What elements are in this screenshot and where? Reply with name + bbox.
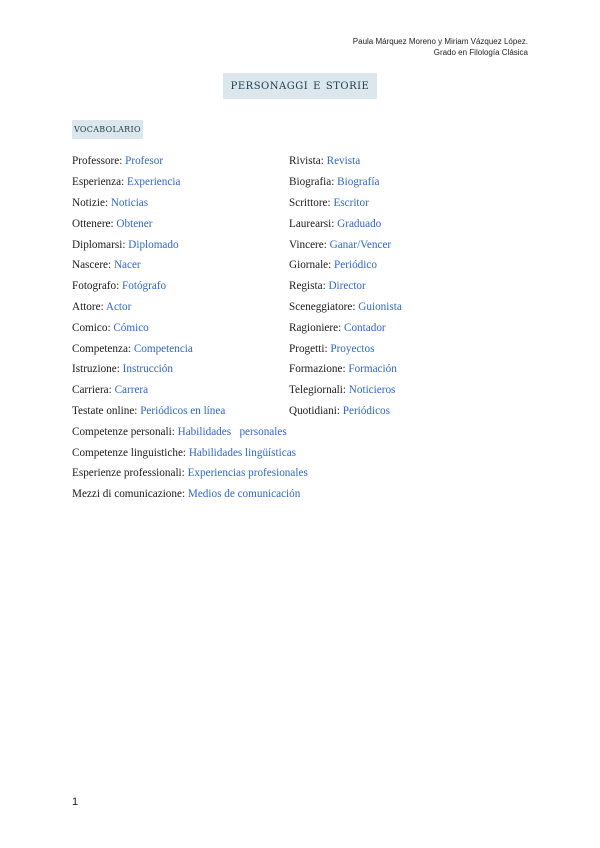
separator: : bbox=[352, 300, 359, 313]
italian-term: Sceneggiatore bbox=[289, 300, 353, 313]
italian-term: Rivista bbox=[289, 155, 321, 168]
separator: : bbox=[171, 425, 178, 438]
separator: : bbox=[108, 384, 115, 397]
separator: : bbox=[320, 155, 327, 168]
italian-term: Ottenere bbox=[72, 217, 111, 230]
vocab-row bbox=[72, 193, 532, 214]
separator: : bbox=[324, 342, 331, 355]
vocab-entry bbox=[289, 280, 506, 292]
vocab-entry bbox=[72, 322, 289, 334]
separator: : bbox=[119, 155, 126, 168]
vocab-entry bbox=[72, 280, 289, 292]
vocab-row bbox=[72, 276, 532, 297]
vocab-entry bbox=[289, 176, 506, 188]
vocab-row bbox=[72, 234, 532, 255]
italian-term: Professore bbox=[72, 155, 120, 168]
separator: : bbox=[331, 217, 338, 230]
vocab-entry bbox=[72, 155, 289, 167]
spanish-translation: Habilidades personales bbox=[177, 425, 287, 438]
spanish-translation: Formación bbox=[348, 363, 397, 376]
italian-term: Progetti bbox=[289, 342, 325, 355]
italian-term: Diplomarsi bbox=[72, 238, 123, 251]
header-degree: Grado en Filología Clásica bbox=[433, 48, 528, 57]
spanish-translation: Nacer bbox=[113, 259, 141, 272]
italian-term: Laurearsi bbox=[289, 217, 332, 230]
separator: : bbox=[322, 280, 329, 293]
separator: : bbox=[100, 300, 106, 313]
italian-term: Formazione bbox=[289, 363, 343, 376]
separator: : bbox=[116, 363, 123, 376]
separator: : bbox=[134, 404, 141, 417]
vocab-entry bbox=[289, 363, 506, 375]
vocab-row bbox=[72, 380, 532, 401]
italian-term: Regista bbox=[289, 280, 323, 293]
spanish-translation: Medios de comunicación bbox=[187, 488, 301, 501]
separator: : bbox=[182, 446, 189, 459]
italian-term: Istruzione bbox=[72, 363, 117, 376]
vocab-row bbox=[72, 401, 532, 422]
italian-term: Quotidiani bbox=[289, 404, 337, 417]
spanish-translation: Periódicos bbox=[342, 404, 390, 417]
vocab-entry bbox=[289, 218, 506, 230]
document-header bbox=[353, 36, 528, 58]
separator: : bbox=[328, 259, 335, 272]
vocab-entry bbox=[289, 322, 506, 334]
separator: : bbox=[327, 196, 334, 209]
italian-term: Nascere bbox=[72, 259, 109, 272]
separator: : bbox=[127, 342, 134, 355]
spanish-translation: Graduado bbox=[337, 217, 382, 230]
vocab-entry bbox=[289, 197, 506, 209]
vocab-entry bbox=[289, 384, 506, 396]
vocab-row bbox=[72, 338, 532, 359]
spanish-translation: Noticieros bbox=[348, 384, 396, 397]
vocab-entry bbox=[72, 467, 532, 479]
spanish-translation: Contador bbox=[344, 321, 386, 334]
spanish-translation: Actor bbox=[105, 300, 132, 313]
italian-term: Comico bbox=[72, 321, 108, 334]
separator: : bbox=[338, 321, 344, 334]
vocab-row bbox=[72, 151, 532, 172]
vocab-entry bbox=[289, 343, 506, 355]
italian-term: Vincere bbox=[289, 238, 324, 251]
italian-term: Attore bbox=[72, 300, 101, 313]
separator: : bbox=[342, 363, 349, 376]
italian-term: Biografia bbox=[289, 176, 332, 189]
separator: : bbox=[342, 384, 349, 397]
spanish-translation: Ganar/Vencer bbox=[329, 238, 392, 251]
spanish-translation: Habilidades lingüísticas bbox=[188, 446, 297, 459]
vocab-row bbox=[72, 317, 532, 338]
italian-term: Giornale bbox=[289, 259, 329, 272]
italian-term: Esperienze professionali bbox=[72, 467, 182, 480]
spanish-translation: Experiencia bbox=[126, 176, 181, 189]
spanish-translation: Escritor bbox=[333, 196, 369, 209]
italian-term: Notizie bbox=[72, 196, 105, 209]
vocab-row bbox=[72, 484, 532, 505]
section-heading: vocabolario bbox=[72, 120, 143, 139]
separator: : bbox=[323, 238, 330, 251]
vocab-entry bbox=[72, 426, 532, 438]
spanish-translation: Competencia bbox=[133, 342, 193, 355]
italian-term: Ragioniere bbox=[289, 321, 339, 334]
vocab-entry bbox=[72, 363, 289, 375]
italian-term: Mezzi di comunicazione bbox=[72, 488, 182, 501]
vocab-entry bbox=[72, 301, 289, 313]
spanish-translation: Instrucción bbox=[122, 363, 173, 376]
separator: : bbox=[181, 488, 188, 501]
header-authors: Paula Márquez Moreno y Miriam Vázquez López. bbox=[352, 37, 528, 46]
spanish-translation: Guionista bbox=[358, 300, 402, 313]
vocab-row bbox=[72, 442, 532, 463]
vocab-entry bbox=[72, 405, 289, 417]
vocab-row bbox=[72, 359, 532, 380]
italian-term: Competenza bbox=[72, 342, 128, 355]
spanish-translation: Proyectos bbox=[330, 342, 375, 355]
vocab-row bbox=[72, 213, 532, 234]
separator: : bbox=[331, 176, 338, 189]
italian-term: Competenze personali bbox=[72, 425, 172, 438]
spanish-translation: Fotógrafo bbox=[122, 280, 167, 293]
vocab-entry bbox=[72, 447, 532, 459]
separator: : bbox=[121, 176, 127, 189]
page-number: 1 bbox=[72, 796, 79, 808]
spanish-translation: Revista bbox=[326, 155, 361, 168]
separator: : bbox=[181, 467, 188, 480]
vocab-entry bbox=[72, 384, 289, 396]
spanish-translation: Periódicos en línea bbox=[140, 404, 226, 417]
vocab-entry bbox=[289, 301, 506, 313]
vocab-entry bbox=[289, 239, 506, 251]
vocab-entry bbox=[72, 239, 289, 251]
vocab-row bbox=[72, 421, 532, 442]
italian-term: Scrittore bbox=[289, 196, 328, 209]
separator: : bbox=[108, 259, 114, 272]
spanish-translation: Obtener bbox=[116, 217, 153, 230]
separator: : bbox=[110, 217, 117, 230]
italian-term: Competenze linguistiche bbox=[72, 446, 183, 459]
page-title: personaggi e storie bbox=[223, 73, 378, 99]
spanish-translation: Director bbox=[328, 280, 366, 293]
vocab-row bbox=[72, 463, 532, 484]
italian-term: Carriera bbox=[72, 384, 109, 397]
spanish-translation: Carrera bbox=[114, 384, 149, 397]
spanish-translation: Periódico bbox=[334, 259, 377, 272]
italian-term: Testate online bbox=[72, 404, 135, 417]
separator: : bbox=[336, 404, 343, 417]
vocab-entry bbox=[72, 176, 289, 188]
separator: : bbox=[116, 280, 123, 293]
separator: : bbox=[122, 238, 129, 251]
italian-term: Telegiornali bbox=[289, 384, 343, 397]
italian-term: Esperienza bbox=[72, 176, 122, 189]
spanish-translation: Noticias bbox=[110, 196, 149, 209]
vocab-entry bbox=[72, 259, 289, 271]
spanish-translation: Experiencias profesionales bbox=[187, 467, 308, 480]
vocab-entry bbox=[289, 259, 506, 271]
separator: : bbox=[107, 321, 114, 334]
spanish-translation: Diplomado bbox=[128, 238, 179, 251]
vocab-entry bbox=[72, 488, 532, 500]
vocab-entry bbox=[72, 343, 289, 355]
vocab-row bbox=[72, 255, 532, 276]
vocab-row bbox=[72, 297, 532, 318]
title-wrapper bbox=[0, 73, 600, 99]
vocab-entry bbox=[72, 197, 289, 209]
spanish-translation: Profesor bbox=[125, 155, 164, 168]
spanish-translation: Cómico bbox=[113, 321, 149, 334]
vocab-entry bbox=[289, 155, 506, 167]
vocab-entry bbox=[289, 405, 506, 417]
vocab-entry bbox=[72, 218, 289, 230]
spanish-translation: Biografía bbox=[337, 176, 380, 189]
vocab-row bbox=[72, 172, 532, 193]
separator: : bbox=[104, 196, 111, 209]
italian-term: Fotografo bbox=[72, 280, 117, 293]
vocabulary-list bbox=[72, 151, 532, 505]
